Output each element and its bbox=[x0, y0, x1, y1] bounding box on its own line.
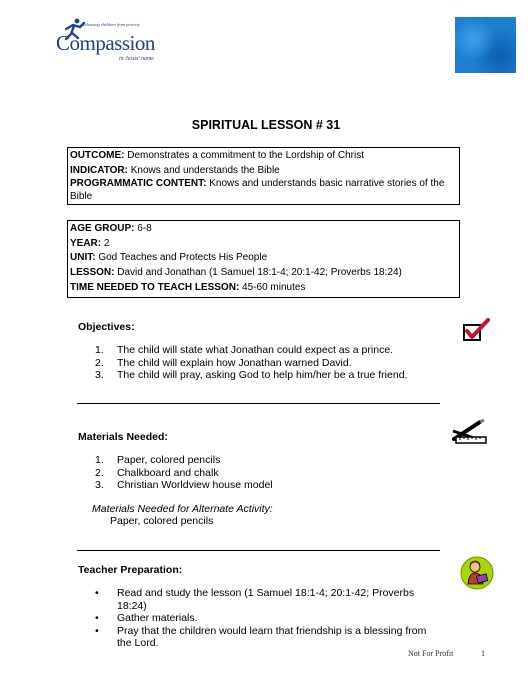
objectives-list bbox=[95, 344, 407, 382]
list-item: • Gather materials. bbox=[95, 612, 198, 624]
alternate-materials-value: Paper, colored pencils bbox=[110, 515, 214, 527]
time-label: TIME NEEDED TO TEACH LESSON: bbox=[70, 281, 240, 293]
programmatic-line bbox=[70, 178, 457, 203]
page-title: SPIRITUAL LESSON # 31 bbox=[191, 118, 341, 132]
pencil-ruler-icon bbox=[450, 419, 490, 445]
list-item: 2. The child will explain how Jonathan warned David. bbox=[95, 356, 352, 369]
unit-value: God Teaches and Protects His People bbox=[95, 252, 268, 264]
time-value: 45-60 minutes bbox=[239, 281, 306, 293]
age-label: AGE GROUP: bbox=[70, 223, 135, 234]
age-value: 6-8 bbox=[134, 223, 152, 234]
outcome-value: Demonstrates a commitment to the Lordship of Christ bbox=[124, 150, 364, 161]
checkbox-check-icon bbox=[462, 318, 492, 342]
list-item: 3. The child will pray, asking God to help him/her be a true friend. bbox=[95, 369, 408, 381]
indicator-line bbox=[70, 164, 457, 179]
section-divider bbox=[77, 550, 440, 551]
alternate-materials-label: Materials Needed for Alternate Activity: bbox=[92, 503, 273, 515]
programmatic-value: Knows and understands basic narrative stories of the Bible bbox=[70, 178, 445, 202]
footer-text: Not For Profit bbox=[408, 649, 454, 658]
lesson-line bbox=[70, 266, 457, 281]
list-item: 3. Christian Worldview house model bbox=[95, 479, 273, 491]
logo-subtitle: in Jesus' name bbox=[119, 56, 154, 62]
indicator-value: Knows and understands the Bible bbox=[127, 164, 280, 176]
time-line bbox=[70, 281, 457, 296]
list-item: • Pray that the children would learn that friendship is a blessing from the Lord. bbox=[95, 624, 427, 649]
objectives-heading: Objectives: bbox=[78, 321, 135, 333]
compassion-logo bbox=[56, 18, 168, 66]
unit-line bbox=[70, 251, 457, 266]
list-item: 1. The child will state what Jonathan could expect as a prince. bbox=[95, 344, 394, 356]
decorative-blue-block bbox=[455, 17, 516, 73]
materials-heading: Materials Needed: bbox=[78, 431, 168, 443]
year-label: YEAR: bbox=[70, 237, 102, 249]
logo-tagline: Releasing children from poverty bbox=[82, 22, 140, 27]
list-item: • Read and study the lesson (1 Samuel 18:1-4; 20:1-42; Proverbs 18:24) bbox=[95, 587, 415, 612]
outcome-line bbox=[70, 149, 457, 164]
outcome-label: OUTCOME: bbox=[70, 150, 125, 161]
year-line bbox=[70, 237, 457, 252]
page-number: 1 bbox=[481, 649, 485, 658]
year-value: 2 bbox=[101, 237, 110, 249]
indicator-label: INDICATOR: bbox=[70, 164, 128, 176]
unit-label: UNIT: bbox=[70, 252, 96, 264]
section-divider bbox=[77, 403, 440, 404]
teacher-reading-icon bbox=[460, 556, 494, 590]
logo-wordmark: Compassion bbox=[56, 31, 155, 55]
programmatic-label: PROGRAMMATIC CONTENT: bbox=[70, 178, 207, 190]
list-item: 2. Chalkboard and chalk bbox=[95, 466, 219, 479]
materials-list bbox=[95, 454, 273, 492]
preparation-list bbox=[95, 587, 440, 650]
lesson-value: David and Jonathan (1 Samuel 18:1-4; 20:1-42; Proverbs 18:24) bbox=[114, 267, 402, 279]
age-line bbox=[70, 222, 457, 237]
lesson-info-box bbox=[67, 220, 460, 298]
list-item: 1. Paper, colored pencils bbox=[95, 454, 221, 466]
preparation-heading: Teacher Preparation: bbox=[78, 564, 183, 576]
lesson-label: LESSON: bbox=[70, 267, 115, 279]
outcome-box bbox=[67, 147, 460, 205]
